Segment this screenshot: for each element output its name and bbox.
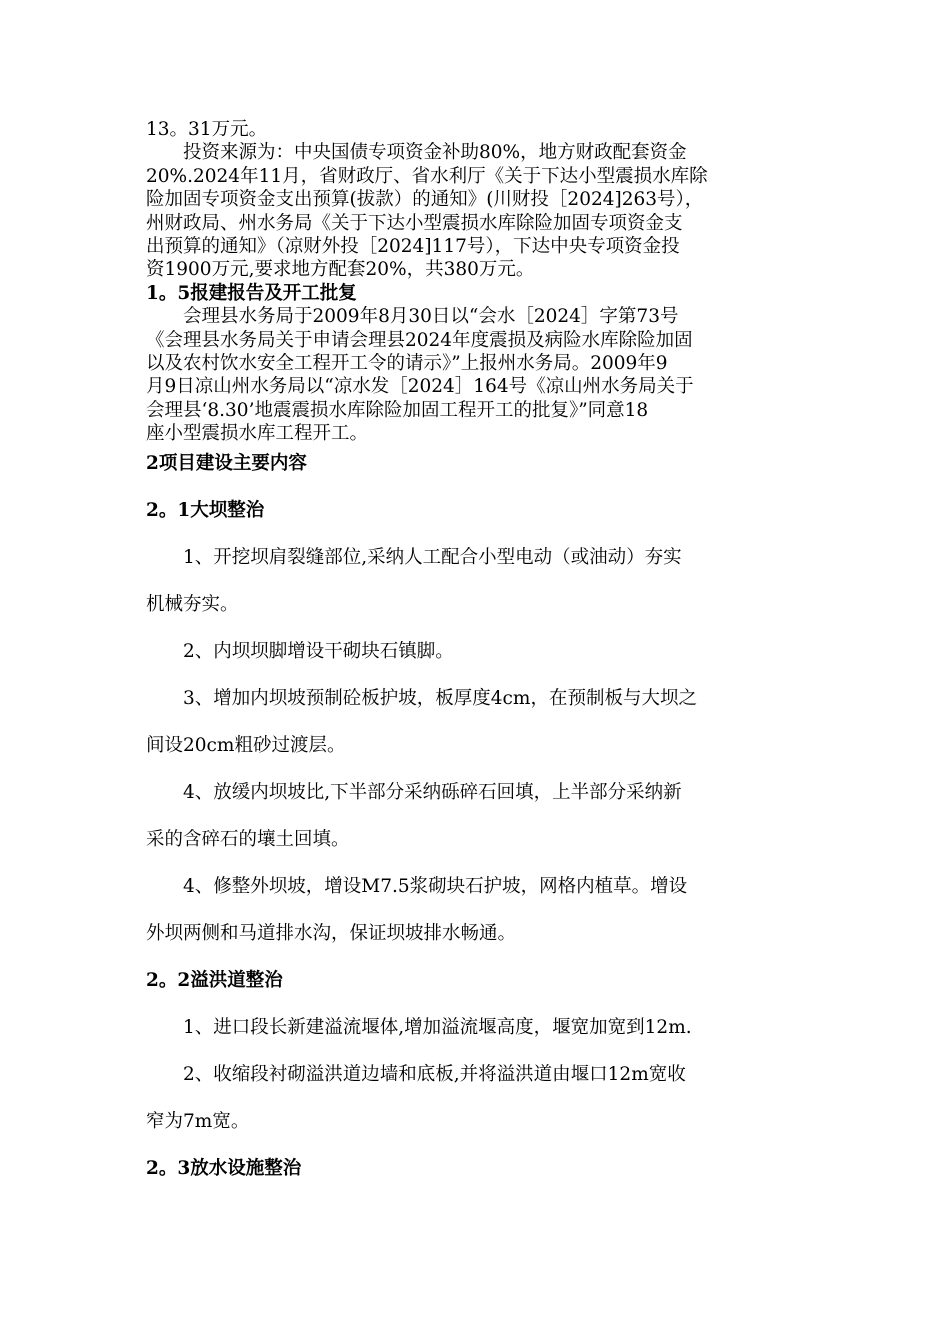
document-page [146, 118, 816, 1204]
list-item-line: 4、放缓内坝坡比,下半部分采纳砾碎石回填，上半部分采纳新 [183, 781, 682, 803]
paragraph-line: 会理县水务局于2009年8月30日以“会水［2024］字第73号 [183, 306, 679, 328]
paragraph-line: 座小型震损水库工程开工。 [146, 423, 369, 445]
paragraph-line: 会理县‘8.30’地震震损水库除险加固工程开工的批复》”同意18 [146, 399, 649, 421]
list-item-line: 间设20cm粗砂过渡层。 [146, 734, 346, 756]
list-item-line: 外坝两侧和马道排水沟，保证坝坡排水畅通。 [146, 922, 517, 944]
list-item-line: 1、进口段长新建溢流堰体,增加溢流堰高度，堰宽加宽到12m. [183, 1016, 692, 1038]
section-heading: 2。1大坝整治 [146, 499, 265, 521]
list-item-line: 2、内坝坝脚增设干砌块石镇脚。 [183, 640, 454, 662]
list-item-line: 窄为7m宽。 [146, 1110, 250, 1132]
list-item-line: 3、增加内坝坡预制砼板护坡，板厚度4cm，在预制板与大坝之 [183, 687, 697, 709]
paragraph-line: 投资来源为：中央国债专项资金补助80%，地方财政配套资金 [183, 142, 687, 164]
list-item-line: 采的含碎石的壤土回填。 [146, 828, 350, 850]
paragraph-line: 13。31万元。 [146, 119, 268, 140]
dense-section [146, 118, 816, 446]
chapter-heading: 2项目建设主要内容 [146, 452, 307, 474]
paragraph-line: 月9日凉山州水务局以“凉水发［2024］164号《凉山州水务局关于 [146, 376, 694, 398]
paragraph-line: 以及农村饮水安全工程开工令的请示》”上报州水务局。2009年9 [146, 353, 668, 375]
list-item-line: 4、修整外坝坡，增设M7.5浆砌块石护坡，网格内植草。增设 [183, 875, 688, 897]
paragraph-line: 出预算的通知》（凉财外投［2024]117号），下达中央专项资金投 [146, 236, 680, 258]
loose-section [146, 452, 816, 1180]
paragraph-line: 州财政局、州水务局《关于下达小型震损水库除险加固专项资金支 [146, 212, 683, 234]
paragraph-line: 险加固专项资金支出预算(拔款）的通知》(川财投［2024]263号）， [146, 189, 704, 211]
paragraph-line: 《会理县水务局关于申请会理县2024年度震损及病险水库除险加固 [146, 329, 693, 351]
section-heading: 2。2溢洪道整治 [146, 969, 283, 991]
list-item-line: 2、收缩段衬砌溢洪道边墙和底板,并将溢洪道由堰口12m宽收 [183, 1063, 686, 1085]
list-item-line: 1、开挖坝肩裂缝部位,采纳人工配合小型电动（或油动）夯实 [183, 546, 682, 568]
section-heading: 1。5报建报告及开工批复 [146, 282, 357, 304]
paragraph-line: 资1900万元,要求地方配套20%，共380万元。 [146, 259, 535, 281]
paragraph-line: 20%.2024年11月，省财政厅、省水利厅《关于下达小型震损水库除 [146, 165, 708, 187]
section-heading: 2。3放水设施整治 [146, 1157, 302, 1179]
list-item-line: 机械夯实。 [146, 593, 239, 615]
